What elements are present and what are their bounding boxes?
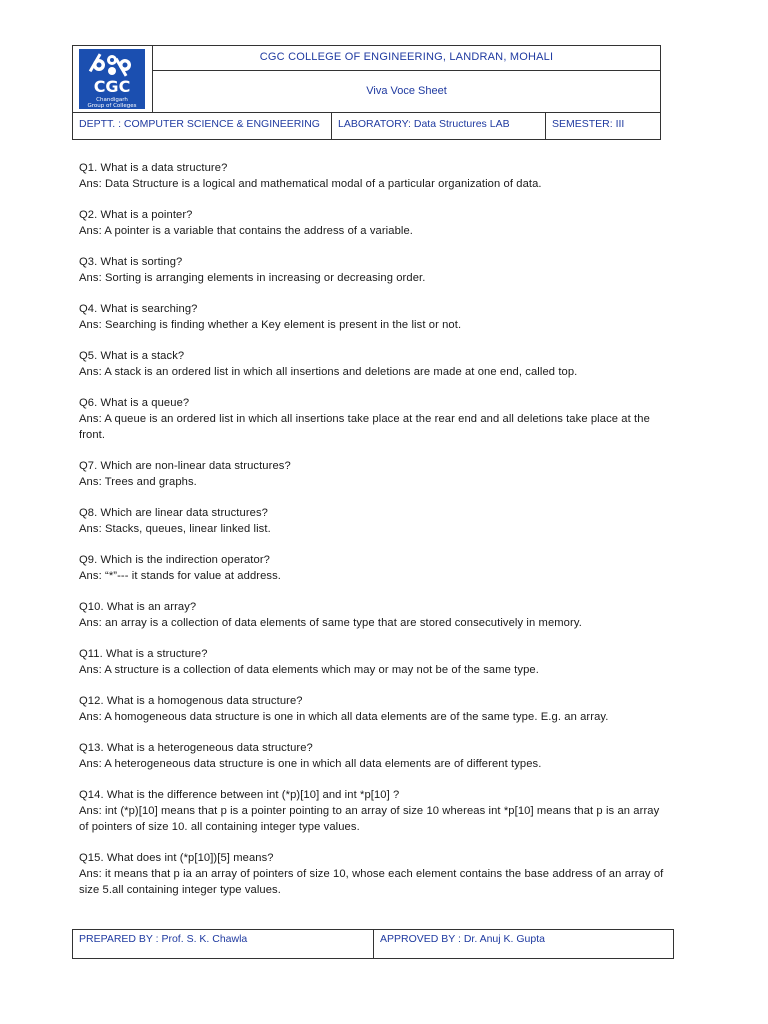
question: Q13. What is a heterogeneous data structure? [79, 742, 313, 754]
laboratory-cell: LABORATORY: Data Structures LAB [331, 113, 545, 140]
answer: Ans: “*”--- it stands for value at address. [79, 570, 282, 582]
qa-item [79, 552, 669, 584]
answer: Ans: A homogeneous data structure is one in which all data elements are of the same type. E.g. an array. [79, 711, 609, 723]
question: Q3. What is sorting? [79, 256, 183, 268]
qa-list [79, 160, 669, 913]
qa-item [79, 348, 669, 380]
department-cell: DEPTT. : COMPUTER SCIENCE & ENGINEERING [79, 118, 320, 130]
qa-item [79, 787, 669, 835]
question: Q11. What is a structure? [79, 648, 208, 660]
question: Q5. What is a stack? [79, 350, 185, 362]
answer: Ans: A queue is an ordered list in which all insertions take place at the rear end and all deletions take place at the front. [79, 413, 650, 441]
qa-item [79, 646, 669, 678]
qa-item [79, 505, 669, 537]
question: Q2. What is a pointer? [79, 209, 193, 221]
answer: Ans: Searching is finding whether a Key element is present in the list or not. [79, 319, 462, 331]
answer: Ans: A pointer is a variable that contains the address of a variable. [79, 225, 414, 237]
footer-table [72, 929, 674, 959]
question: Q8. Which are linear data structures? [79, 507, 268, 519]
cgc-gear-logo-icon [79, 49, 145, 109]
question: Q12. What is a homogenous data structure? [79, 695, 303, 707]
qa-item [79, 254, 669, 286]
question: Q9. Which is the indirection operator? [79, 554, 270, 566]
qa-item [79, 740, 669, 772]
logo-line2: Group of Colleges [87, 103, 137, 109]
qa-item [79, 850, 669, 898]
sheet-title: Viva Voce Sheet [366, 85, 447, 97]
answer: Ans: it means that p ia an array of pointers of size 10, whose each element contains the base address of an array of size 5.all containing integer type values. [79, 868, 664, 896]
qa-item [79, 160, 669, 192]
answer: Ans: A heterogeneous data structure is one in which all data elements are of different types. [79, 758, 542, 770]
logo-abbr: CGC [93, 77, 131, 96]
answer: Ans: Data Structure is a logical and mathematical modal of a particular organization of data. [79, 178, 542, 190]
answer: Ans: Stacks, queues, linear linked list. [79, 523, 271, 535]
approved-by: APPROVED BY : Dr. Anuj K. Gupta [373, 930, 673, 958]
info-row [73, 112, 660, 140]
qa-item [79, 207, 669, 239]
logo-cell [73, 46, 153, 112]
question: Q1. What is a data structure? [79, 162, 228, 174]
prepared-by: PREPARED BY : Prof. S. K. Chawla [79, 933, 248, 945]
qa-item [79, 693, 669, 725]
answer: Ans: Trees and graphs. [79, 476, 197, 488]
question: Q6. What is a queue? [79, 397, 190, 409]
answer: Ans: A stack is an ordered list in which all insertions and deletions are made at one end, called top. [79, 366, 578, 378]
answer: Ans: an array is a collection of data elements of same type that are stored consecutively in memory. [79, 617, 582, 629]
question: Q14. What is the difference between int (*p)[10] and int *p[10] ? [79, 789, 400, 801]
semester-cell: SEMESTER: III [545, 113, 660, 140]
qa-item [79, 458, 669, 490]
answer: Ans: Sorting is arranging elements in increasing or decreasing order. [79, 272, 426, 284]
question: Q4. What is searching? [79, 303, 198, 315]
logo-line1: Chandigarh [96, 97, 128, 103]
header-table [72, 45, 661, 140]
college-name: CGC COLLEGE OF ENGINEERING, LANDRAN, MOHALI [153, 46, 660, 71]
answer: Ans: int (*p)[10] means that p is a pointer pointing to an array of size 10 whereas int *p[10] means that p is an array of pointers of size 10. all containing integer type values. [79, 805, 660, 833]
qa-item [79, 395, 669, 443]
question: Q7. Which are non-linear data structures? [79, 460, 291, 472]
question: Q10. What is an array? [79, 601, 197, 613]
qa-item [79, 301, 669, 333]
answer: Ans: A structure is a collection of data elements which may or may not be of the same type. [79, 664, 539, 676]
qa-item [79, 599, 669, 631]
question: Q15. What does int (*p[10])[5] means? [79, 852, 274, 864]
